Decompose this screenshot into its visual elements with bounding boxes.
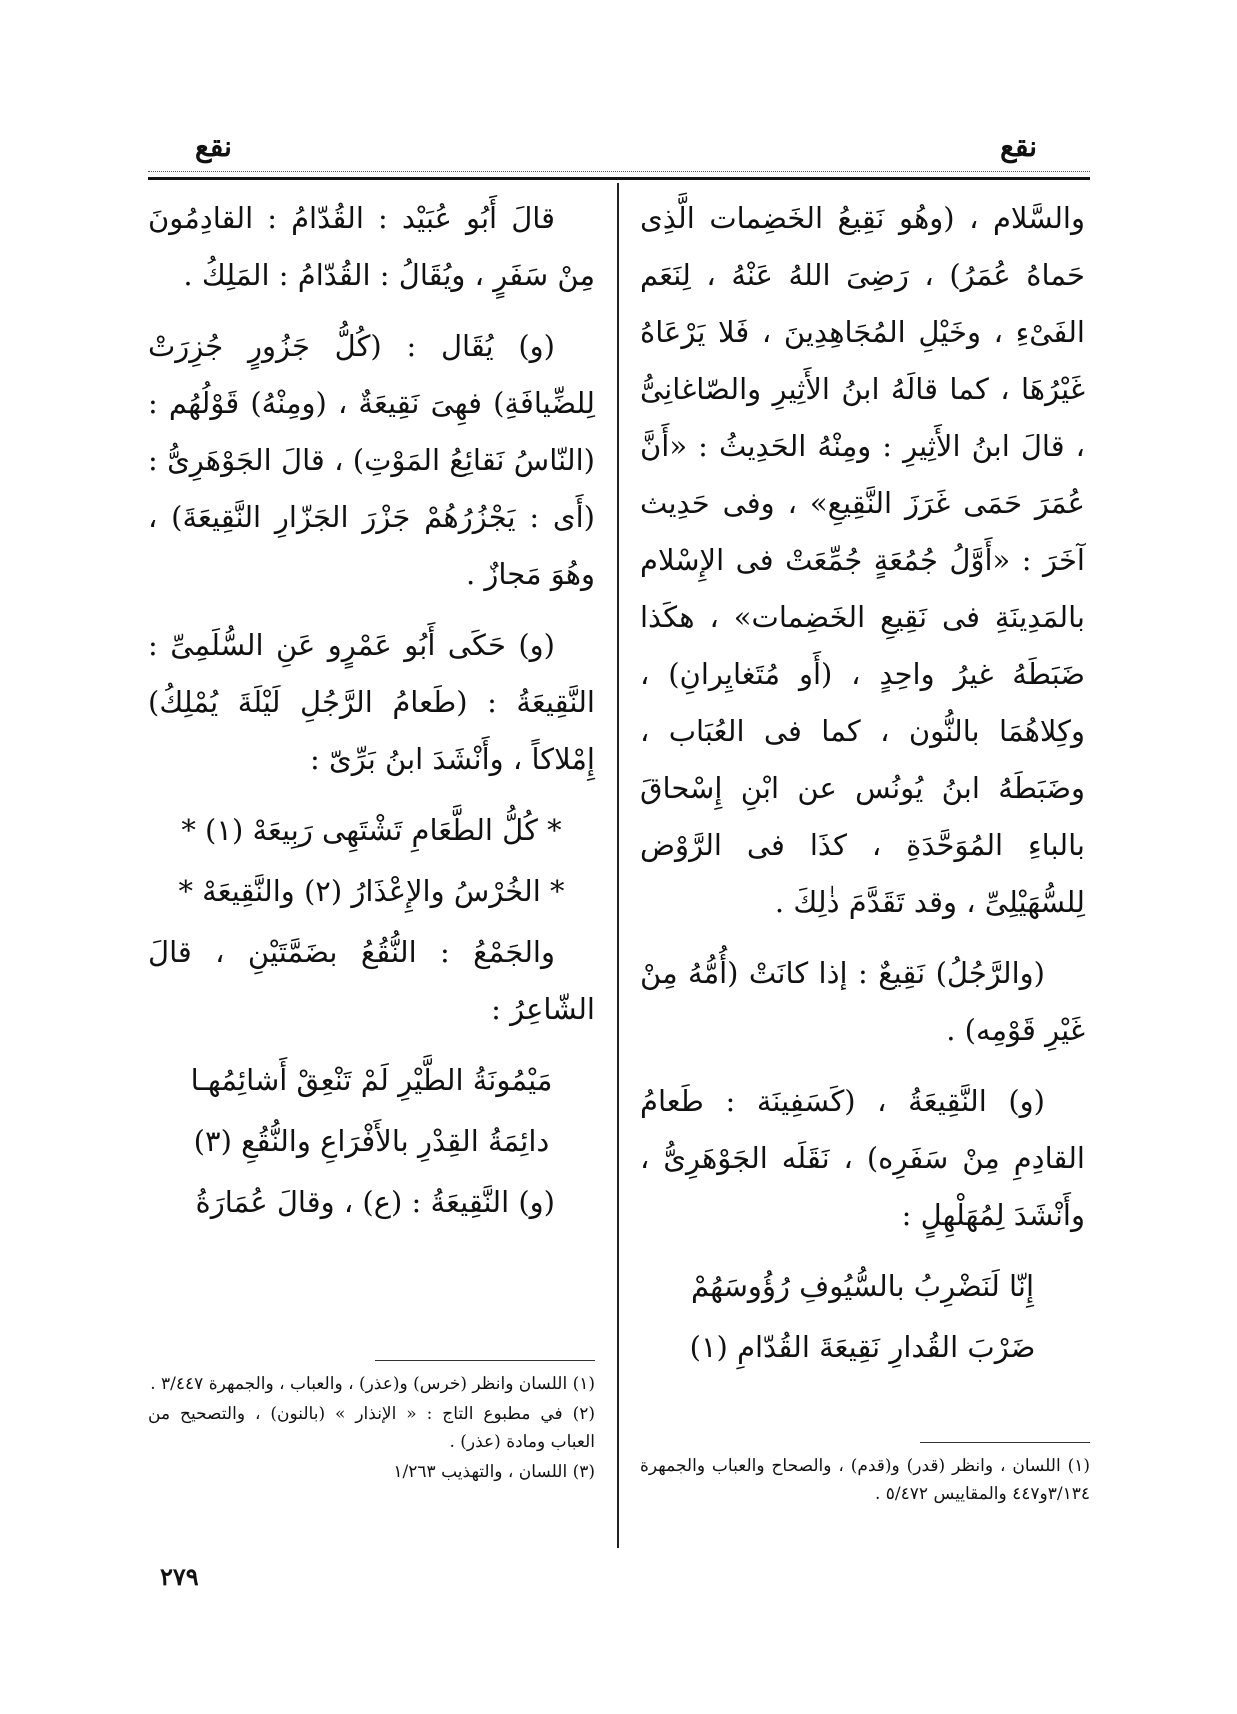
footnote: (١) اللسان وانظر (خرس) و(عذر) ، والعباب ، والجمهرة ٣/٤٤٧ .	[150, 1374, 595, 1394]
paragraph: والسَّلام ، (وهُو نَقِيعُ الخَضِمات الَّذِى حَماهُ عُمَرُ) ، رَضِىَ اللهُ عَنْهُ ، لِنَعَم الفَىْءِ ، وخَيْلِ المُجَاهِدِينَ ، فَلا يَرْعَاهُ غَيْرُهَا ، كما قالَهُ ابنُ الأَثِيرِ والصّاغانِىُّ ، قالَ ابنُ الأَثِيرِ : ومِنْهُ الحَدِيثُ : «أَنَّ عُمَرَ حَمَى غَرَزَ النَّقِيعِ» ، وفى حَدِيث آخَرَ : «أَوَّلُ جُمُعَةٍ جُمِّعَتْ فى الإِسْلام بالمَدِينَةِ فى نَقِيعِ الخَضِمات» ، هكَذا ضَبَطَهُ غيرُ واحِدٍ ، (أَو مُتَغايِرانِ) ، وكِلاهُمَا بالنُّون ، كما فى العُبَاب ، وضَبَطَهُ ابنُ يُونُس عن ابْنِ إِسْحاقَ بالباءِ المُوَحَّدَةِ ، كذَا فى الرَّوْض لِلسُّهَيْلِىِّ ، وقد تَقَدَّمَ ذٰلِكَ .	[640, 201, 1085, 919]
header-rule	[148, 177, 1090, 180]
footnote: (٣) اللسان ، والتهذيب ١/٢٦٣	[393, 1462, 595, 1482]
column-divider	[617, 183, 619, 1548]
running-header-right: نقع	[1000, 130, 1037, 163]
verse-line: مَيْمُونَةُ الطَّيْرِ لَمْ تَنْعِقْ أَشائِمُهـا	[190, 1063, 553, 1097]
footnote-rule	[920, 1442, 1090, 1443]
paragraph: (و) النَّقِيعَةُ ، (كَسَفِينَة : طَعامُ القادِمِ مِنْ سَفَرِه) ، نَقَلَه الجَوْهَرِىُّ ، وأَنْشَدَ لِمُهَلْهِلٍ :	[640, 1084, 1085, 1232]
verse-line: * الخُرْسُ والإِعْذَارُ (٢) والنَّقِيعَهْ *	[178, 874, 565, 908]
left-column	[148, 190, 595, 1245]
footnote: (١) اللسان ، وانظر (قدر) و(قدم) ، والصحاح والعباب والجمهرة ٣/١٣٤و٤٤٧ والمقاييس ٥/٤٧٢ .	[640, 1456, 1090, 1504]
paragraph: (والرَّجُلُ) نَقِيعٌ : إذا كانَتْ (أُمُّهُ مِنْ غَيْرِ قَوْمِه) .	[640, 956, 1085, 1047]
verse-line: إِنّا لَنَضْرِبُ بالسُّيُوفِ رُؤُوسَهُمْ	[690, 1269, 1035, 1303]
page-number: ٢٧٩	[160, 1562, 199, 1591]
paragraph: (و) النَّقِيعَةُ : (ع) ، وقالَ عُمَارَةُ	[195, 1185, 555, 1219]
footnotes-left	[148, 1370, 595, 1488]
footnote-rule	[375, 1360, 595, 1361]
verse-line: دائِمَةُ القِدْرِ بالأَفْرَاعِ والنُّقُعِ (٣)	[193, 1124, 550, 1158]
paragraph: قالَ أَبُو عُبَيْد : القُدّامُ : القادِمُونَ مِنْ سَفَرٍ ، ويُقَالُ : القُدّامُ : المَلِكُ .	[148, 201, 595, 292]
header-dotted-rule	[148, 171, 1090, 173]
paragraph: (و) حَكَى أَبُو عَمْرٍو عَنِ السُّلَمِىِّ : النَّقِيعَةُ : (طَعامُ الرَّجُلِ لَيْلَةَ يُمْلِكُ) إِمْلاكاً ، وأَنْشَدَ ابنُ بَرِّىّ :	[148, 628, 595, 776]
footnotes-right	[640, 1452, 1090, 1510]
paragraph: والجَمْعُ : النُّقُعُ بضَمَّتَيْنِ ، قالَ الشّاعِرُ :	[148, 935, 595, 1026]
verse-line: * كُلُّ الطَّعَامِ تَشْتَهِى رَبِيعَهْ (١) *	[181, 813, 562, 847]
verse-line: ضَرْبَ القُدارِ نَقِيعَةَ القُدّامِ (١)	[689, 1330, 1036, 1364]
paragraph: (و) يُقَال : (كُلُّ جَزُورٍ جُزِرَتْ لِلضِّيافَةِ) فهِىَ نَقِيعَةٌ ، (ومِنْهُ) قَوْلُهُم : (النّاسُ نَقائِعُ المَوْتِ) ، قالَ الجَوْهَرِىُّ : (أَى : يَجْزُرُهُمْ جَزْرَ الجَزّارِ النَّقِيعَةَ) ، وهُوَ مَجازٌ .	[148, 329, 595, 591]
running-header-left: نقع	[195, 130, 232, 163]
footnote: (٢) في مطبوع التاج : « الإنذار » (بالنون) ، والتصحيح من العباب ومادة (عذر) .	[148, 1404, 595, 1452]
right-column	[640, 190, 1085, 1380]
